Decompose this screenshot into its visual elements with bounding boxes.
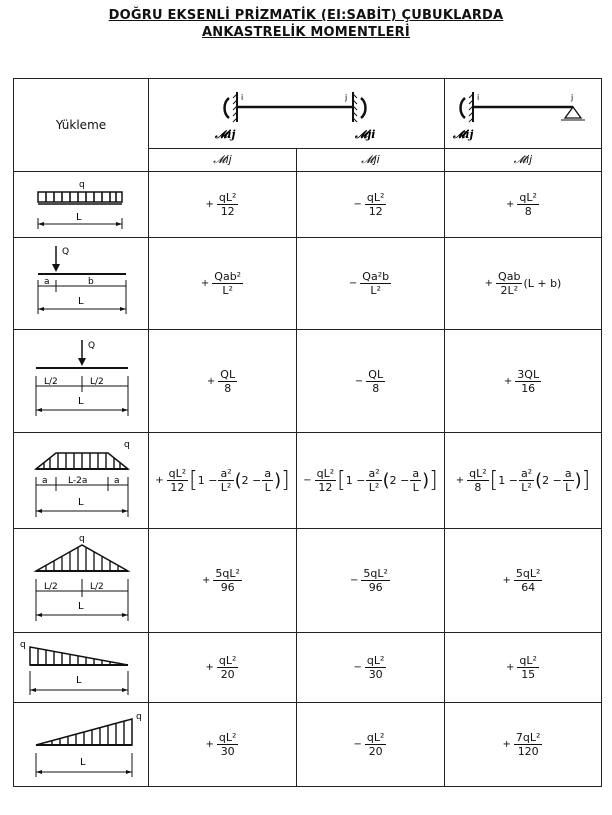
L-label: L [76, 674, 82, 686]
moment-mij-bar-label: 𝓜̄ij [453, 127, 474, 141]
header-row [14, 79, 602, 149]
formula-r3-mij: + $\frac{QL}{8}$ [206, 367, 236, 395]
formula-r2-mji: − $\frac{\text{Qa²b}}{\text{L²}}$ [348, 270, 390, 297]
L-minus-2a-label: L-2a [68, 475, 88, 486]
loading-header: Yükleme [14, 79, 149, 172]
formula-r1-mji: − $\frac{\text{qL²}}{12}$ [353, 191, 385, 218]
half-L-label: L/2 [44, 377, 58, 387]
table-row [14, 330, 602, 433]
Q-label: Q [62, 246, 70, 257]
L-label: L [78, 600, 84, 612]
q-label: q [20, 639, 26, 650]
triangular-increasing-load-diagram [14, 703, 149, 787]
q-label: q [79, 533, 85, 544]
table-row [14, 529, 602, 633]
b-label: b [88, 276, 94, 287]
page-title: DOĞRU EKSENLİ PRİZMATİK (EI:SABİT) ÇUBUKLARDA [108, 8, 504, 23]
a-label: a [114, 475, 120, 486]
a-label: a [42, 475, 48, 486]
formula-r5-mij-bar: + $\frac{\text{5qL²}}{64}$ [502, 567, 541, 594]
L-label: L [78, 396, 84, 407]
L-label: L [80, 756, 86, 768]
L-label: L [78, 496, 84, 508]
uniform-load-diagram [14, 172, 149, 238]
node-i-label: i [241, 92, 244, 102]
formula-r7-mji: − $\frac{\text{qL²}}{20}$ [353, 731, 385, 758]
table-row [14, 172, 602, 238]
point-load-center-diagram [14, 330, 149, 433]
formula-r7-mij: + $\frac{\text{qL²}}{30}$ [205, 731, 237, 758]
table-row [14, 633, 602, 703]
formula-r4-mij-bar: + $\frac{\text{qL²}}{8}$ [ 1 − $\frac{\text{a²}}{\text{L²}}$ ( 2 − $\frac{a}{L}$ ) ] [455, 467, 591, 494]
q-label: q [124, 439, 130, 450]
half-L-label: L/2 [90, 377, 104, 387]
formula-r1-mij-bar: + $\frac{\text{qL²}}{8}$ [506, 191, 537, 218]
half-L-label: L/2 [90, 581, 104, 592]
formula-r5-mij: + $\frac{\text{5qL²}}{96}$ [202, 567, 240, 594]
formula-r4-mji: − $\frac{\text{qL²}}{12}$ [ 1 − $\frac{\text{a²}}{\text{L²}}$ ( 2 − $\frac{a}{L}$ ) ] [303, 467, 438, 494]
L-label: L [76, 211, 82, 223]
Q-label: Q [88, 341, 96, 351]
formula-r2-mij-bar: + $\frac{\text{Qab}}{\text{2L²}}$ (L + b) [484, 270, 562, 297]
node-i-label-2: i [477, 92, 480, 102]
table-row [14, 433, 602, 529]
col-mij-bar-header: 𝓜̄ij [445, 149, 602, 172]
formula-r6-mji: − $\frac{\text{qL²}}{30}$ [353, 654, 385, 681]
formula-r3-mji: − $\frac{QL}{8}$ [354, 367, 384, 395]
formula-r5-mji: − $\frac{\text{5qL²}}{96}$ [350, 567, 388, 594]
col-mji-header: 𝓜ji [297, 149, 445, 172]
formula-r1-mij: + $\frac{\text{qL²}}{12}$ [205, 191, 237, 218]
triangular-decreasing-load-diagram [14, 633, 149, 703]
half-L-label: L/2 [44, 581, 58, 592]
fixed-end-moments-table [13, 78, 602, 787]
col-mij-header: 𝓜ij [149, 149, 297, 172]
q-label: q [79, 179, 85, 190]
formula-r7-mij-bar: + $\frac{\text{7qL²}}{120}$ [502, 731, 541, 758]
node-j-label: j [345, 92, 348, 102]
triangular-symmetric-load-diagram [14, 529, 149, 633]
q-label: q [136, 711, 142, 722]
moment-mji-label: 𝓜ji [355, 127, 376, 141]
formula-r4-mij: + $\frac{\text{qL²}}{12}$ [ 1 − $\frac{\text{a²}}{\text{L²}}$ ( 2 − $\frac{a}{L}$ ) ] [155, 467, 290, 494]
page-subtitle: ANKASTRELİK MOMENTLERİ [202, 25, 410, 40]
formula-r2-mij: + $\frac{\text{Qab²}}{\text{L²}}$ [200, 270, 242, 297]
formula-r6-mij: + $\frac{\text{qL²}}{20}$ [205, 654, 237, 681]
a-label: a [44, 276, 50, 287]
fixed-fixed-beam-diagram [149, 79, 445, 149]
formula-r3-mij-bar: + $\frac{3QL}{16}$ [503, 367, 540, 395]
formula-r6-mij-bar: + $\frac{\text{qL²}}{15}$ [506, 654, 537, 681]
point-load-ab-diagram [14, 238, 149, 330]
table-row [14, 703, 602, 787]
table-row [14, 238, 602, 330]
L-label: L [78, 295, 84, 307]
moment-mij-label: 𝓜ij [215, 127, 236, 141]
node-j-label-2: j [571, 92, 574, 102]
trapezoidal-load-diagram [14, 433, 149, 529]
fixed-pinned-beam-diagram [445, 79, 602, 149]
